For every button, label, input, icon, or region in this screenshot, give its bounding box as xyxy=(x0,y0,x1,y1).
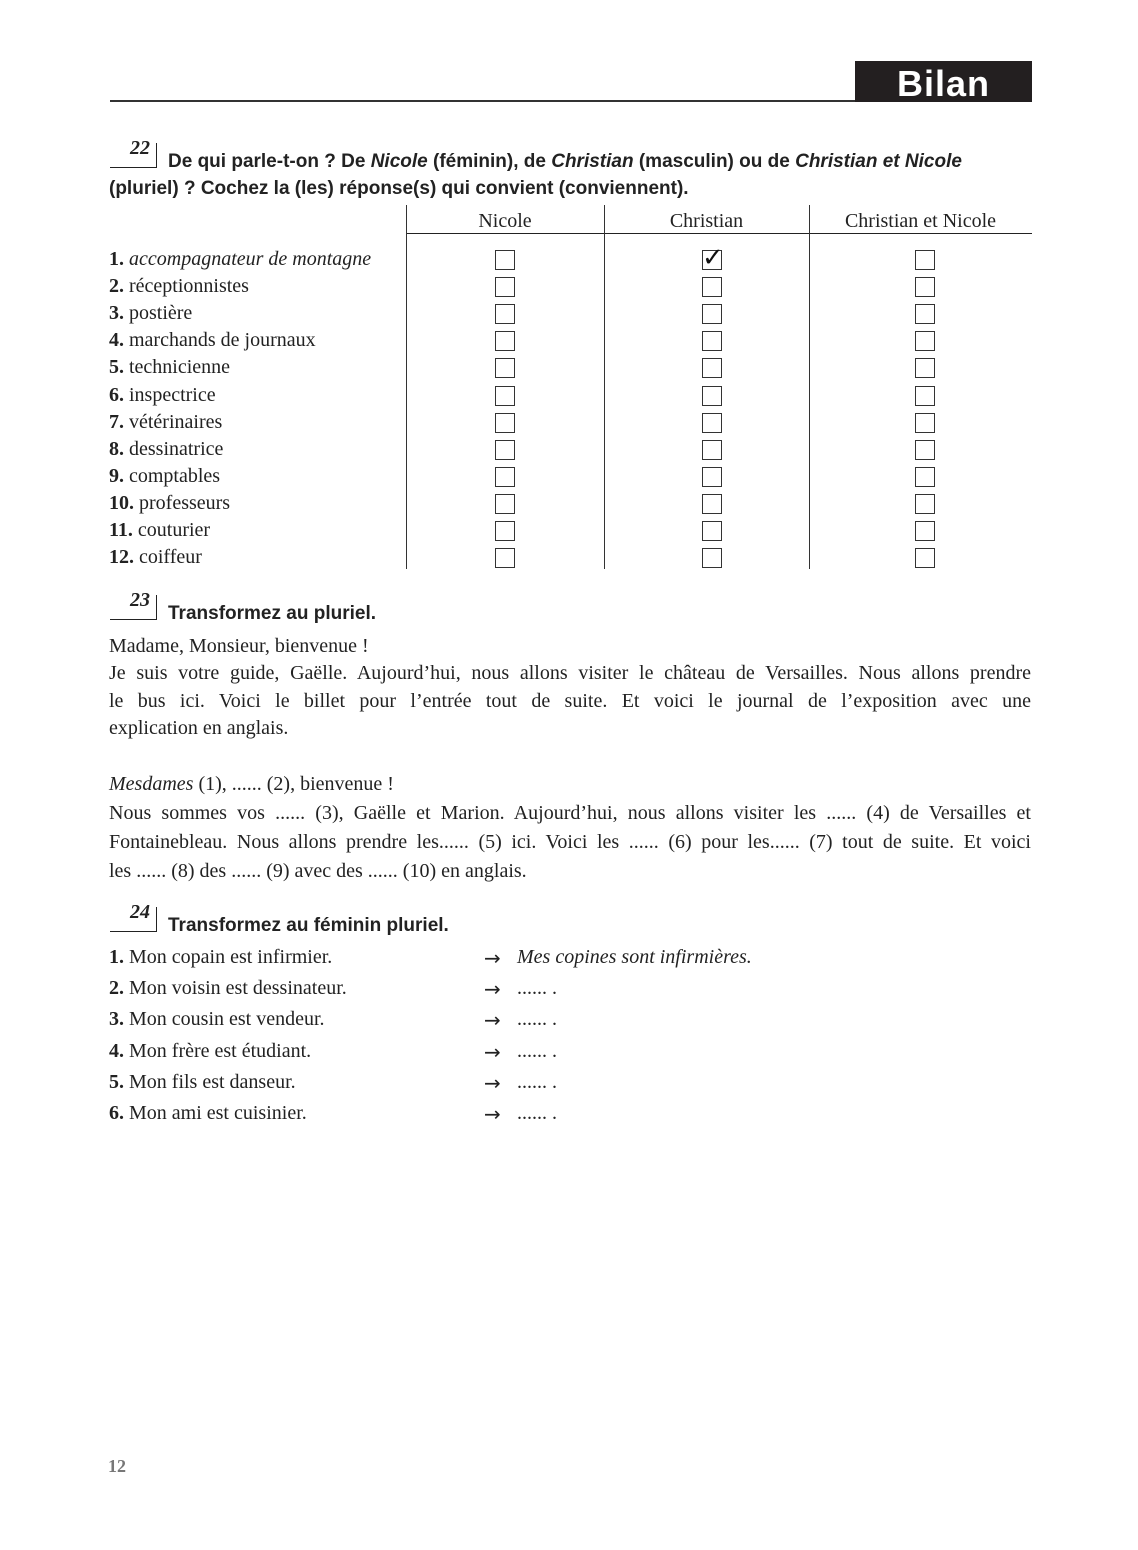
exercise-24-sentence xyxy=(109,1040,311,1063)
table-row-label xyxy=(109,275,249,298)
table-row-label xyxy=(109,248,371,271)
exercise-23-number-text: 23 xyxy=(130,589,150,611)
column-header-nicole: Nicole xyxy=(478,210,532,232)
checkbox[interactable] xyxy=(702,521,722,541)
item-number: 4. xyxy=(109,1039,124,1062)
item-number: 3. xyxy=(109,1008,124,1031)
table-divider xyxy=(809,205,810,569)
row-number: 11. xyxy=(109,519,133,541)
table-row-label xyxy=(109,302,192,325)
checkbox[interactable] xyxy=(702,386,722,406)
checkbox[interactable] xyxy=(702,548,722,568)
exercise-23-source-text xyxy=(109,633,1031,742)
target-line: Fontainebleau. Nous allons prendre les...... (5) ici. Voici les ...... (6) pour les...... (7) tout de suite. Et voici xyxy=(109,831,1031,853)
section-title-bilan: Bilan xyxy=(855,61,1032,102)
table-header-rule xyxy=(406,233,1032,234)
row-number: 10. xyxy=(109,491,134,514)
arrow-right-icon: → xyxy=(484,1102,501,1126)
row-number: 2. xyxy=(109,275,124,298)
table-row-label xyxy=(109,384,216,407)
arrow-right-icon: → xyxy=(484,1039,501,1064)
checkbox[interactable] xyxy=(915,358,935,378)
checkbox[interactable] xyxy=(702,277,722,297)
source-line: explication en anglais. xyxy=(109,716,289,739)
row-number: 4. xyxy=(109,329,124,352)
checkbox[interactable] xyxy=(702,467,722,487)
checkbox[interactable] xyxy=(915,494,935,514)
checkbox[interactable] xyxy=(495,440,515,460)
row-number: 12. xyxy=(109,546,134,569)
checkbox[interactable] xyxy=(915,331,935,351)
checkbox[interactable] xyxy=(702,440,722,460)
exercise-24-sentence xyxy=(109,946,332,969)
arrow-right-icon: → xyxy=(484,1008,501,1033)
instr-22-part-a: De qui parle-t-on ? De xyxy=(168,151,371,172)
table-row-label xyxy=(109,465,220,488)
target-line: Nous sommes vos ...... (3), Gaëlle et Marion. Aujourd’hui, nous allons visiter les ...... (4) de Versailles et xyxy=(109,802,1031,824)
table-row-label xyxy=(109,438,223,461)
exercise-23-number xyxy=(110,589,157,620)
target-line: les ...... (8) des ...... (9) avec des ...... (10) en anglais. xyxy=(109,860,527,882)
checkbox[interactable] xyxy=(915,413,935,433)
row-label-text: comptables xyxy=(129,464,221,487)
exercise-24-number-text: 24 xyxy=(130,901,150,923)
target-line xyxy=(109,770,1031,799)
checkbox[interactable] xyxy=(495,386,515,406)
row-number: 1. xyxy=(109,248,124,270)
answer-blank[interactable]: ...... . xyxy=(517,1039,557,1062)
mesdames-italic: Mesdames xyxy=(109,773,194,795)
row-label-text: accompagnateur de montagne xyxy=(129,248,372,270)
instr-22-part-b: (féminin), de xyxy=(427,151,552,172)
sentence-text: Mon cousin est vendeur. xyxy=(129,1008,325,1031)
checkbox[interactable] xyxy=(915,521,935,541)
table-row-label xyxy=(109,356,230,379)
checkbox[interactable] xyxy=(495,331,515,351)
target-first-rest: (1), ...... (2), bienvenue ! xyxy=(193,773,394,795)
table-row-label xyxy=(109,546,202,569)
instr-22-christian: Christian xyxy=(551,151,634,172)
arrow-right-icon: → xyxy=(484,1070,501,1095)
checkmark-icon: ✓ xyxy=(702,243,724,273)
instr-22-both: Christian et Nicole xyxy=(795,151,962,172)
item-number: 5. xyxy=(109,1070,124,1093)
page-number: 12 xyxy=(108,1456,126,1476)
sentence-text: Mon frère est étudiant. xyxy=(129,1039,312,1062)
sentence-text: Mon ami est cuisinier. xyxy=(129,1102,307,1124)
row-label-text: technicienne xyxy=(129,356,231,379)
row-number: 3. xyxy=(109,302,124,325)
table-row-label xyxy=(109,411,222,434)
column-header-christian: Christian xyxy=(669,210,744,232)
checkbox[interactable] xyxy=(495,277,515,297)
table-row-label xyxy=(109,519,210,542)
answer-blank[interactable]: ...... . xyxy=(517,1102,557,1124)
checkbox[interactable] xyxy=(702,413,722,433)
checkbox[interactable] xyxy=(702,331,722,351)
checkbox[interactable] xyxy=(702,494,722,514)
row-number: 6. xyxy=(109,383,124,406)
source-line: Je suis votre guide, Gaëlle. Aujourd’hui, nous allons visiter le château de Versailles. Nous allons prendre xyxy=(109,662,1031,685)
exercise-24-sentence xyxy=(109,977,347,1000)
table-row-label xyxy=(109,329,316,352)
checkbox[interactable] xyxy=(495,250,515,270)
row-label-text: postière xyxy=(129,302,193,325)
row-label-text: coiffeur xyxy=(139,546,202,569)
exercise-24-sentence xyxy=(109,1102,307,1125)
checkbox[interactable] xyxy=(495,548,515,568)
column-header-both: Christian et Nicole xyxy=(844,210,997,232)
checkbox[interactable] xyxy=(495,358,515,378)
table-divider xyxy=(406,205,407,569)
row-number: 7. xyxy=(109,410,124,433)
exercise-23-target-text xyxy=(109,770,1031,886)
arrow-right-icon: → xyxy=(484,977,501,1002)
sentence-text: Mon voisin est dessinateur. xyxy=(129,977,347,1000)
row-label-text: couturier xyxy=(137,519,211,541)
row-number: 5. xyxy=(109,356,124,379)
item-number: 1. xyxy=(109,946,124,968)
exercise-22-number-text: 22 xyxy=(130,137,150,159)
table-divider xyxy=(604,205,605,569)
checkbox[interactable] xyxy=(495,521,515,541)
checkbox[interactable] xyxy=(702,358,722,378)
row-label-text: inspectrice xyxy=(129,383,216,406)
answer-blank[interactable]: ...... . xyxy=(517,1008,557,1031)
sentence-text: Mon copain est infirmier. xyxy=(129,946,333,968)
row-label-text: réceptionnistes xyxy=(129,275,249,298)
checkbox[interactable] xyxy=(702,304,722,324)
exercise-23-instruction: Transformez au pluriel. xyxy=(168,603,376,624)
table-row-label xyxy=(109,492,230,515)
checkbox[interactable] xyxy=(915,467,935,487)
exercise-24-sentence xyxy=(109,1071,296,1094)
item-number: 6. xyxy=(109,1102,124,1124)
exercise-22-instruction-line2: (pluriel) ? Cochez la (les) réponse(s) qui convient (conviennent). xyxy=(109,178,689,199)
row-label-text: vétérinaires xyxy=(129,410,223,433)
exercise-24-number xyxy=(110,901,157,932)
exercise-22-instruction-line1 xyxy=(168,148,962,175)
exercise-22-number xyxy=(110,137,157,168)
checkbox[interactable] xyxy=(495,467,515,487)
checkbox[interactable] xyxy=(915,277,935,297)
item-number: 2. xyxy=(109,977,124,1000)
checkbox[interactable] xyxy=(915,250,935,270)
exercise-24-instruction: Transformez au féminin pluriel. xyxy=(168,915,449,936)
checkbox[interactable] xyxy=(915,304,935,324)
checkbox[interactable] xyxy=(915,386,935,406)
checkbox[interactable] xyxy=(915,440,935,460)
checkbox[interactable] xyxy=(495,413,515,433)
row-number: 9. xyxy=(109,464,124,487)
instr-22-part-c: (masculin) ou de xyxy=(633,151,796,172)
row-number: 8. xyxy=(109,437,124,460)
row-label-text: marchands de journaux xyxy=(129,329,316,352)
row-label-text: dessinatrice xyxy=(129,437,224,460)
answer-blank[interactable]: ...... . xyxy=(517,977,557,1000)
checkbox[interactable] xyxy=(915,548,935,568)
row-label-text: professeurs xyxy=(139,491,231,514)
exercise-24-sentence xyxy=(109,1008,325,1031)
example-answer: Mes copines sont infirmières. xyxy=(517,946,752,968)
instr-22-nicole: Nicole xyxy=(370,151,428,172)
checkbox[interactable] xyxy=(495,304,515,324)
answer-blank[interactable]: ...... . xyxy=(517,1070,557,1093)
source-line: Madame, Monsieur, bienvenue ! xyxy=(109,635,369,657)
checkbox[interactable] xyxy=(495,494,515,514)
sentence-text: Mon fils est danseur. xyxy=(129,1070,296,1093)
arrow-right-icon: → xyxy=(484,946,501,970)
source-line: le bus ici. Voici le billet pour l’entrée tout de suite. Et voici le journal de l’exposition avec une xyxy=(109,689,1031,712)
